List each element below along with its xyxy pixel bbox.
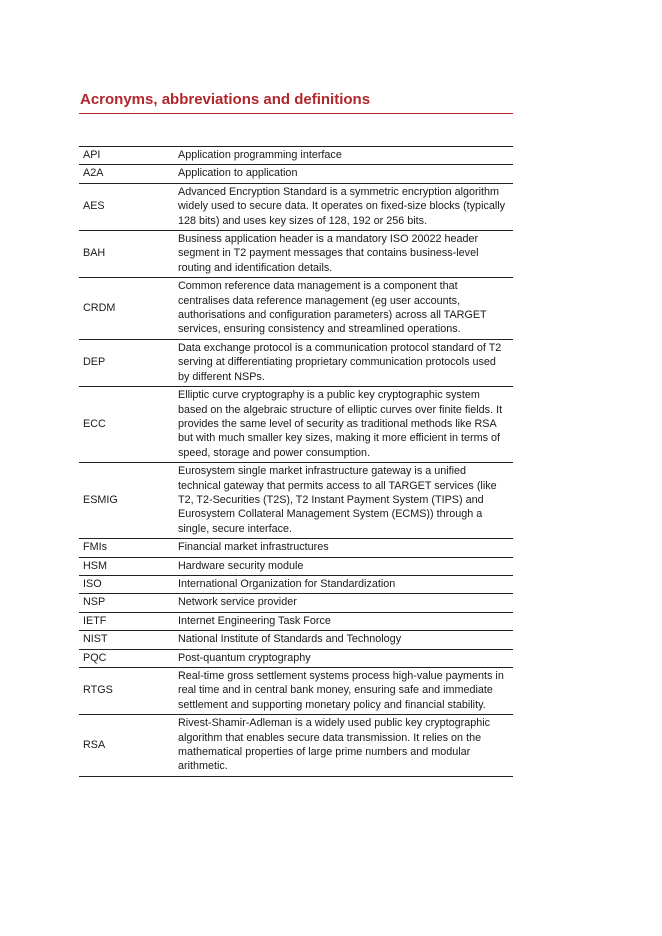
glossary-row — [79, 668, 513, 715]
page-title: Acronyms, abbreviations and definitions — [79, 90, 513, 114]
glossary-row — [79, 539, 513, 557]
glossary-row — [79, 575, 513, 593]
glossary-row — [79, 715, 513, 777]
glossary-table — [79, 146, 513, 777]
glossary-row — [79, 387, 513, 463]
glossary-term: NIST — [83, 633, 108, 646]
glossary-term: FMIs — [83, 541, 107, 554]
glossary-row — [79, 649, 513, 667]
glossary-row — [79, 278, 513, 340]
glossary-row — [79, 231, 513, 278]
glossary-term: NSP — [83, 596, 106, 609]
glossary-term: CRDM — [83, 301, 116, 314]
glossary-row — [79, 463, 513, 539]
glossary-definition: Data exchange protocol is a communication protocol standard of T2 serving at differentiating proprietary communication protocols used by different NSPs. — [178, 341, 502, 383]
glossary-term: RSA — [83, 738, 106, 751]
glossary-row — [79, 165, 513, 183]
glossary-row — [79, 557, 513, 575]
document-page — [79, 90, 513, 777]
glossary-definition: Post-quantum cryptography — [178, 651, 311, 664]
glossary-definition: Real-time gross settlement systems process high-value payments in real time and in central bank money, ensuring safe and immediate settlement and supporting monetary policy and financial stability. — [178, 670, 504, 711]
glossary-term: RTGS — [83, 684, 113, 697]
glossary-row — [79, 147, 513, 165]
glossary-term: AES — [83, 200, 105, 213]
glossary-definition: Hardware security module — [178, 559, 304, 572]
glossary-row — [79, 631, 513, 649]
glossary-row — [79, 594, 513, 612]
glossary-term: ECC — [83, 417, 106, 430]
glossary-term: DEP — [83, 356, 106, 369]
glossary-definition: International Organization for Standardization — [178, 577, 396, 590]
glossary-definition: Internet Engineering Task Force — [178, 614, 331, 627]
glossary-definition: National Institute of Standards and Technology — [178, 633, 402, 646]
glossary-row — [79, 339, 513, 386]
glossary-definition: Network service provider — [178, 596, 297, 609]
glossary-term: API — [83, 149, 101, 161]
glossary-definition: Application programming interface — [178, 149, 342, 161]
glossary-definition: Application to application — [178, 167, 298, 180]
glossary-definition: Financial market infrastructures — [178, 541, 329, 554]
glossary-definition: Advanced Encryption Standard is a symmetric encryption algorithm widely used to secure data. It operates on fixed-size blocks (typically 128 bits) and uses key sizes of 128, 192 or 256 bits. — [178, 185, 506, 227]
glossary-term: PQC — [83, 651, 107, 664]
glossary-definition: Business application header is a mandatory ISO 20022 header segment in T2 payment messages that contains business-level routing and identification details. — [178, 233, 479, 274]
glossary-definition: Common reference data management is a component that centralises data reference management (eg user accounts, authorisations and configuration parameters) across all TARGET services, ensuring consistency and streamlined operations. — [178, 280, 487, 336]
glossary-definition: Rivest-Shamir-Adleman is a widely used public key cryptographic algorithm that enables secure data transmission. It relies on the mathematical properties of large prime numbers and modular arithmetic. — [178, 717, 491, 773]
glossary-term: BAH — [83, 247, 106, 260]
glossary-term: HSM — [83, 559, 107, 572]
glossary-term: ISO — [83, 577, 102, 590]
glossary-row — [79, 183, 513, 230]
glossary-definition: Elliptic curve cryptography is a public key cryptographic system based on the algebraic structure of elliptic curves over finite fields. It provides the same level of security as traditional methods like RSA but with much smaller key sizes, making it more efficient in terms of speed, storage and power consumption. — [178, 389, 503, 459]
glossary-term: IETF — [83, 614, 107, 627]
glossary-body — [79, 147, 513, 777]
glossary-term: A2A — [83, 167, 104, 180]
glossary-row — [79, 612, 513, 630]
glossary-definition: Eurosystem single market infrastructure gateway is a unified technical gateway that permits access to all TARGET services (like T2, T2-Securities (T2S), T2 Instant Payment System (TIPS) and Eurosystem Collateral Management System (ECMS)) through a single, secure interface. — [178, 465, 497, 535]
glossary-term: ESMIG — [83, 493, 118, 506]
